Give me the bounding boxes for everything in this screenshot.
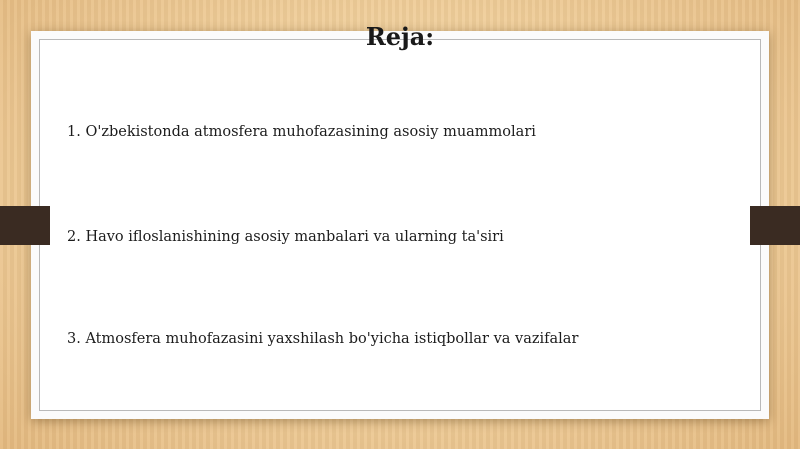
left-side-tab bbox=[0, 206, 50, 245]
right-side-tab bbox=[750, 206, 800, 245]
slide-card bbox=[31, 31, 769, 419]
plan-item-1: 1. O'zbekistonda atmosfera muhofazasining asosiy muammolari bbox=[67, 124, 536, 140]
slide-title: Reja: bbox=[365, 22, 435, 51]
plan-item-2: 2. Havo ifloslanishining asosiy manbalari va ularning ta'siri bbox=[67, 229, 504, 245]
slide-inner-border bbox=[39, 39, 761, 411]
plan-item-3: 3. Atmosfera muhofazasini yaxshilash bo'yicha istiqbollar va vazifalar bbox=[67, 331, 579, 347]
